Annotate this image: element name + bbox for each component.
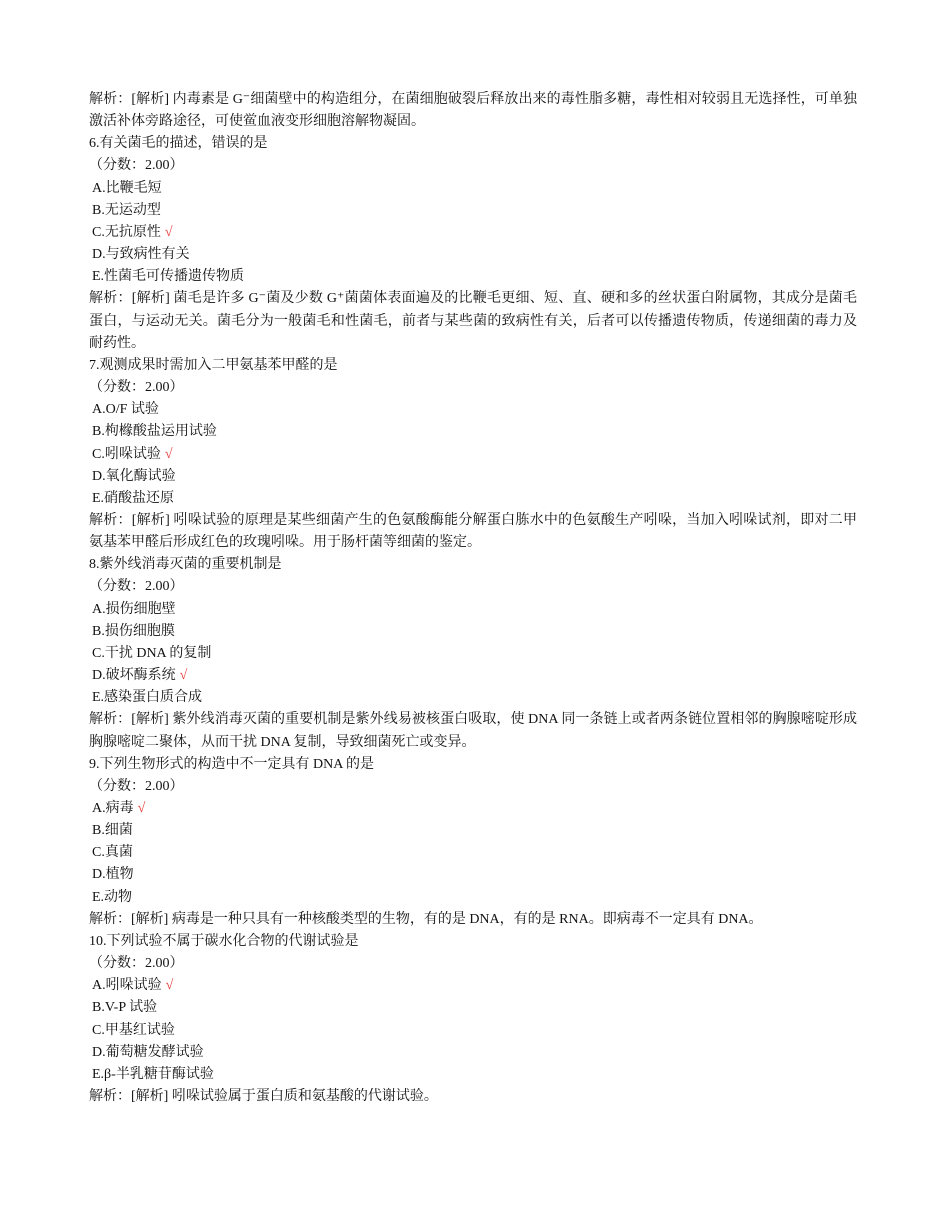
question-stem: 9.下列生物形式的构造中不一定具有 DNA 的是 xyxy=(89,756,375,772)
option-label: C.吲哚试验 xyxy=(92,446,161,462)
option-label: D.氧化酶试验 xyxy=(92,468,176,484)
question-stem: 10.下列试验不属于碳水化合物的代谢试验是 xyxy=(89,933,359,949)
option-label: C.真菌 xyxy=(92,845,133,861)
analysis-label: 解析： xyxy=(89,92,132,107)
question-score: （分数：2.00） xyxy=(89,579,184,595)
correct-checkmark: √ xyxy=(165,978,174,994)
option-e xyxy=(89,887,857,909)
question-score: （分数：2.00） xyxy=(89,158,184,174)
question-stem: 8.紫外线消毒灭菌的重要机制是 xyxy=(89,557,282,573)
analysis-text: 吲哚试验的原理是某些细菌产生的色氨酸酶能分解蛋白胨水中的色氨酸生产吲哚，当加入吲哚试剂，即对二甲氨基苯甲醛后形成红色的玫瑰吲哚。用于肠杆菌等细菌的鉴定。 xyxy=(89,512,858,551)
analysis-label: 解析： xyxy=(89,911,131,927)
option-a xyxy=(89,599,857,621)
option-c xyxy=(89,222,857,244)
option-label: D.破坏酶系统 xyxy=(92,668,176,684)
analysis-paragraph xyxy=(89,89,857,133)
analysis-paragraph xyxy=(89,1086,857,1108)
option-e xyxy=(89,266,857,288)
option-label: A.吲哚试验 xyxy=(92,978,162,994)
option-a xyxy=(89,798,857,820)
option-label: B.细菌 xyxy=(92,823,133,839)
option-label: B.损伤细胞膜 xyxy=(92,623,175,639)
analysis-label: 解析： xyxy=(89,291,132,307)
analysis-tag: [解析] xyxy=(131,712,169,728)
option-label: B.无运动型 xyxy=(92,202,161,218)
option-label: E.性菌毛可传播遗传物质 xyxy=(92,269,245,285)
option-c xyxy=(89,842,857,864)
option-a xyxy=(89,178,857,200)
option-e xyxy=(89,1064,857,1086)
question-7 xyxy=(89,355,857,554)
option-d xyxy=(89,466,857,488)
analysis-label: 解析： xyxy=(89,1089,131,1105)
analysis-text: 吲哚试验属于蛋白质和氨基酸的代谢试验。 xyxy=(171,1089,438,1105)
analysis-paragraph xyxy=(89,709,857,753)
option-d xyxy=(89,665,857,687)
option-b xyxy=(89,997,857,1019)
option-label: D.与致病性有关 xyxy=(92,247,190,263)
analysis-paragraph xyxy=(89,909,857,931)
option-a xyxy=(89,975,857,997)
analysis-paragraph xyxy=(89,510,857,554)
question-stem: 6.有关菌毛的描述，错误的是 xyxy=(89,136,268,152)
correct-checkmark: √ xyxy=(164,224,173,240)
question-score: （分数：2.00） xyxy=(89,778,184,794)
analysis-label: 解析： xyxy=(89,712,132,728)
option-d xyxy=(89,244,857,266)
question-score: （分数：2.00） xyxy=(89,956,184,972)
document-content xyxy=(89,89,857,1108)
option-label: A.比鞭毛短 xyxy=(92,180,162,196)
analysis-tag: [解析] xyxy=(131,92,170,107)
option-b xyxy=(89,820,857,842)
option-label: A.O/F 试验 xyxy=(92,402,159,418)
correct-checkmark: √ xyxy=(179,668,188,684)
option-b xyxy=(89,621,857,643)
option-c xyxy=(89,643,857,665)
question-10 xyxy=(89,931,857,1108)
option-label: E.β-半乳糖苷酶试验 xyxy=(92,1066,214,1082)
correct-checkmark: √ xyxy=(164,446,173,462)
option-label: C.无抗原性 xyxy=(92,224,161,240)
option-c xyxy=(89,1020,857,1042)
analysis-label: 解析： xyxy=(89,512,132,528)
analysis-text: 病毒是一种只具有一种核酸类型的生物，有的是 DNA，有的是 RNA。即病毒不一定具有 DNA。 xyxy=(171,911,763,927)
question-score: （分数：2.00） xyxy=(89,380,184,396)
option-label: C.干扰 DNA 的复制 xyxy=(92,645,212,661)
option-e xyxy=(89,687,857,709)
option-label: A.病毒 xyxy=(92,801,134,816)
option-d xyxy=(89,864,857,886)
analysis-text: 内毒素是 G⁻细菌壁中的构造组分，在菌细胞破裂后释放出来的毒性脂多糖，毒性相对较弱且无选择性，可单独激活补体旁路途径，可使鲎血液变形细胞溶解物凝固。 xyxy=(89,92,858,130)
option-label: D.葡萄糖发酵试验 xyxy=(92,1044,204,1060)
option-label: A.损伤细胞壁 xyxy=(92,601,176,617)
option-e xyxy=(89,488,857,510)
option-label: E.硝酸盐还原 xyxy=(92,490,175,506)
analysis-text: 紫外线消毒灭菌的重要机制是紫外线易被核蛋白吸取，使 DNA 同一条链上或者两条链位置相邻的胸腺嘧啶形成胸腺嘧啶二聚体，从而干扰 DNA 复制，导致细菌死亡或变异。 xyxy=(89,712,858,750)
analysis-tag: [解析] xyxy=(131,512,170,528)
correct-checkmark: √ xyxy=(137,801,146,816)
question-8 xyxy=(89,554,857,753)
option-label: E.感染蛋白质合成 xyxy=(92,690,203,706)
analysis-text: 菌毛是许多 G⁻菌及少数 G⁺菌菌体表面遍及的比鞭毛更细、短、直、硬和多的丝状蛋白附属物，其成分是菌毛蛋白，与运动无关。菌毛分为一般菌毛和性菌毛，前者与某些菌的致病性有关，后者可以传播遗传物质，传递细菌的毒力及耐药性。 xyxy=(89,291,858,351)
option-b xyxy=(89,200,857,222)
question-9 xyxy=(89,754,857,931)
analysis-tag: [解析] xyxy=(131,1089,169,1105)
option-label: D.植物 xyxy=(92,867,134,883)
analysis-tag: [解析] xyxy=(131,291,170,307)
option-a xyxy=(89,399,857,421)
analysis-tag: [解析] xyxy=(131,911,169,927)
question-6 xyxy=(89,133,857,355)
option-label: E.动物 xyxy=(92,889,133,905)
option-b xyxy=(89,421,857,443)
option-label: B.V-P 试验 xyxy=(92,1000,158,1016)
option-d xyxy=(89,1042,857,1064)
question-stem: 7.观测成果时需加入二甲氨基苯甲醛的是 xyxy=(89,357,338,373)
option-c xyxy=(89,444,857,466)
analysis-paragraph xyxy=(89,288,857,354)
option-label: C.甲基红试验 xyxy=(92,1022,175,1038)
option-label: B.枸橼酸盐运用试验 xyxy=(92,424,217,440)
